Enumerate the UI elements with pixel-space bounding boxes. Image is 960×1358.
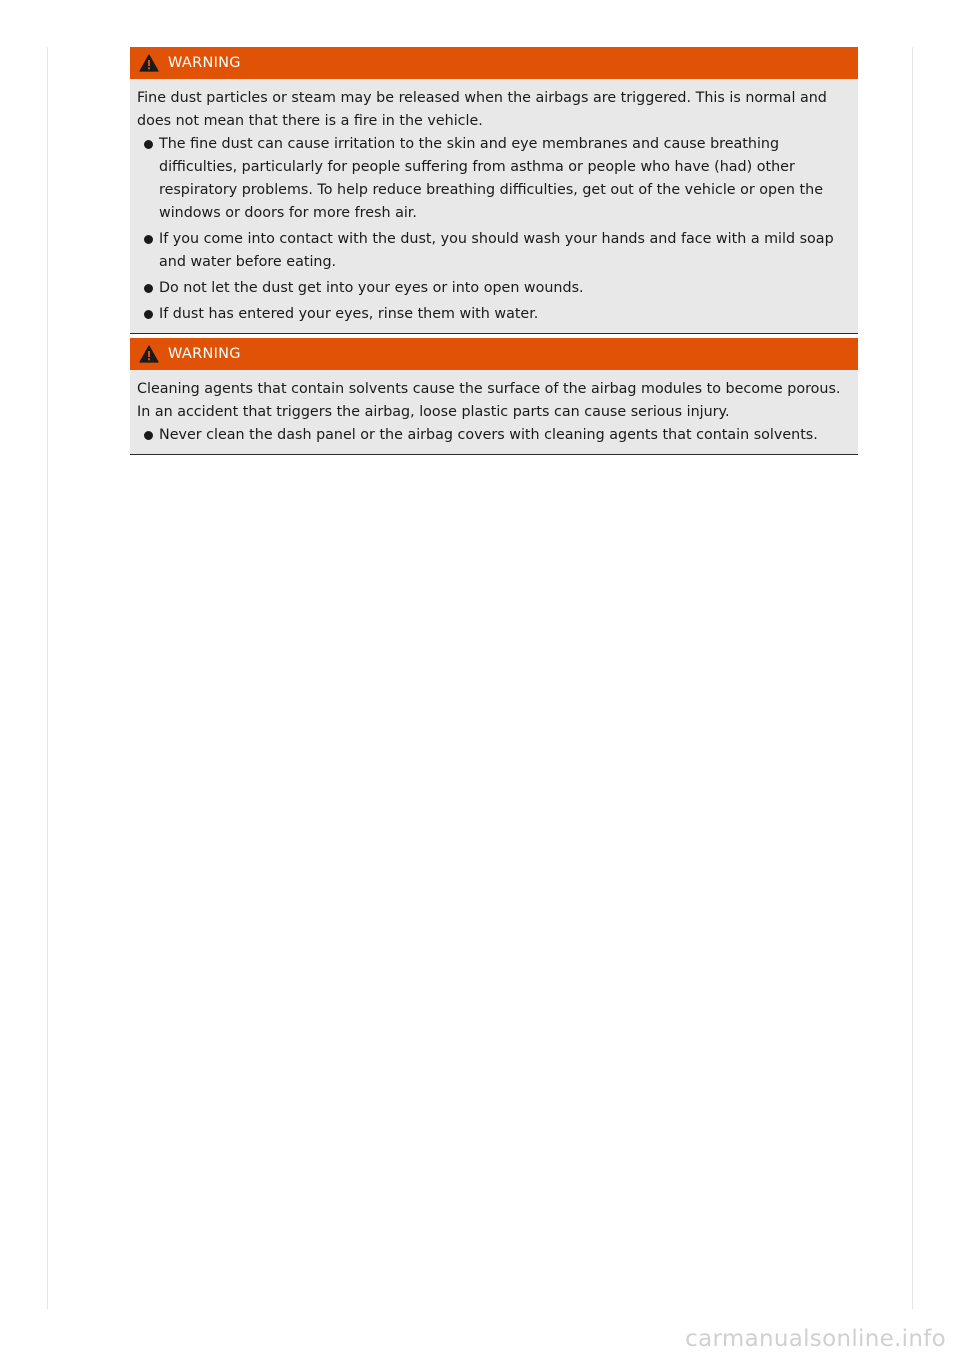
bullet-dot (144, 140, 153, 149)
warning-bullet-list (137, 133, 852, 326)
bullet-text: If dust has entered your eyes, rinse them with water. (159, 306, 539, 322)
bullet-item (137, 424, 852, 447)
bullet-item (137, 303, 852, 326)
bullet-text: The fine dust can cause irritation to the skin and eye membranes and cause breathing difficulties, particularly for people suffering from asthma or people who have (had) other respiratory problems. To help reduce breathing difficulties, get out of the vehicle or open the windows or doors for more fresh air. (159, 136, 823, 221)
warning-header (130, 47, 858, 79)
warning-box-cleaning (130, 338, 858, 455)
watermark: carmanualsonline.info (685, 1326, 946, 1352)
warning-header (130, 338, 858, 370)
bullet-item (137, 277, 852, 300)
bullet-text: Do not let the dust get into your eyes or into open wounds. (159, 280, 584, 296)
warning-triangle-icon (139, 54, 159, 72)
warning-title: WARNING (168, 346, 241, 362)
warning-body (130, 79, 858, 333)
warning-intro: Fine dust particles or steam may be released when the airbags are triggered. This is normal and does not mean that there is a fire in the vehicle. (137, 90, 827, 129)
bullet-item (137, 228, 852, 274)
left-margin-line (47, 47, 48, 1309)
warning-body (130, 370, 858, 454)
warning-box-dust (130, 47, 858, 334)
warning-intro: Cleaning agents that contain solvents cause the surface of the airbag modules to become porous. In an accident that triggers the airbag, loose plastic parts can cause serious injury. (137, 381, 841, 420)
warning-bullet-list (137, 424, 852, 447)
bullet-dot (144, 284, 153, 293)
bullet-dot (144, 235, 153, 244)
bullet-dot (144, 310, 153, 319)
bullet-text: If you come into contact with the dust, you should wash your hands and face with a mild soap and water before eating. (159, 231, 834, 270)
warning-title: WARNING (168, 55, 241, 71)
bullet-item (137, 133, 852, 225)
bullet-dot (144, 431, 153, 440)
warning-triangle-icon (139, 345, 159, 363)
right-margin-line (912, 47, 913, 1309)
bullet-text: Never clean the dash panel or the airbag covers with cleaning agents that contain solvents. (159, 427, 818, 443)
